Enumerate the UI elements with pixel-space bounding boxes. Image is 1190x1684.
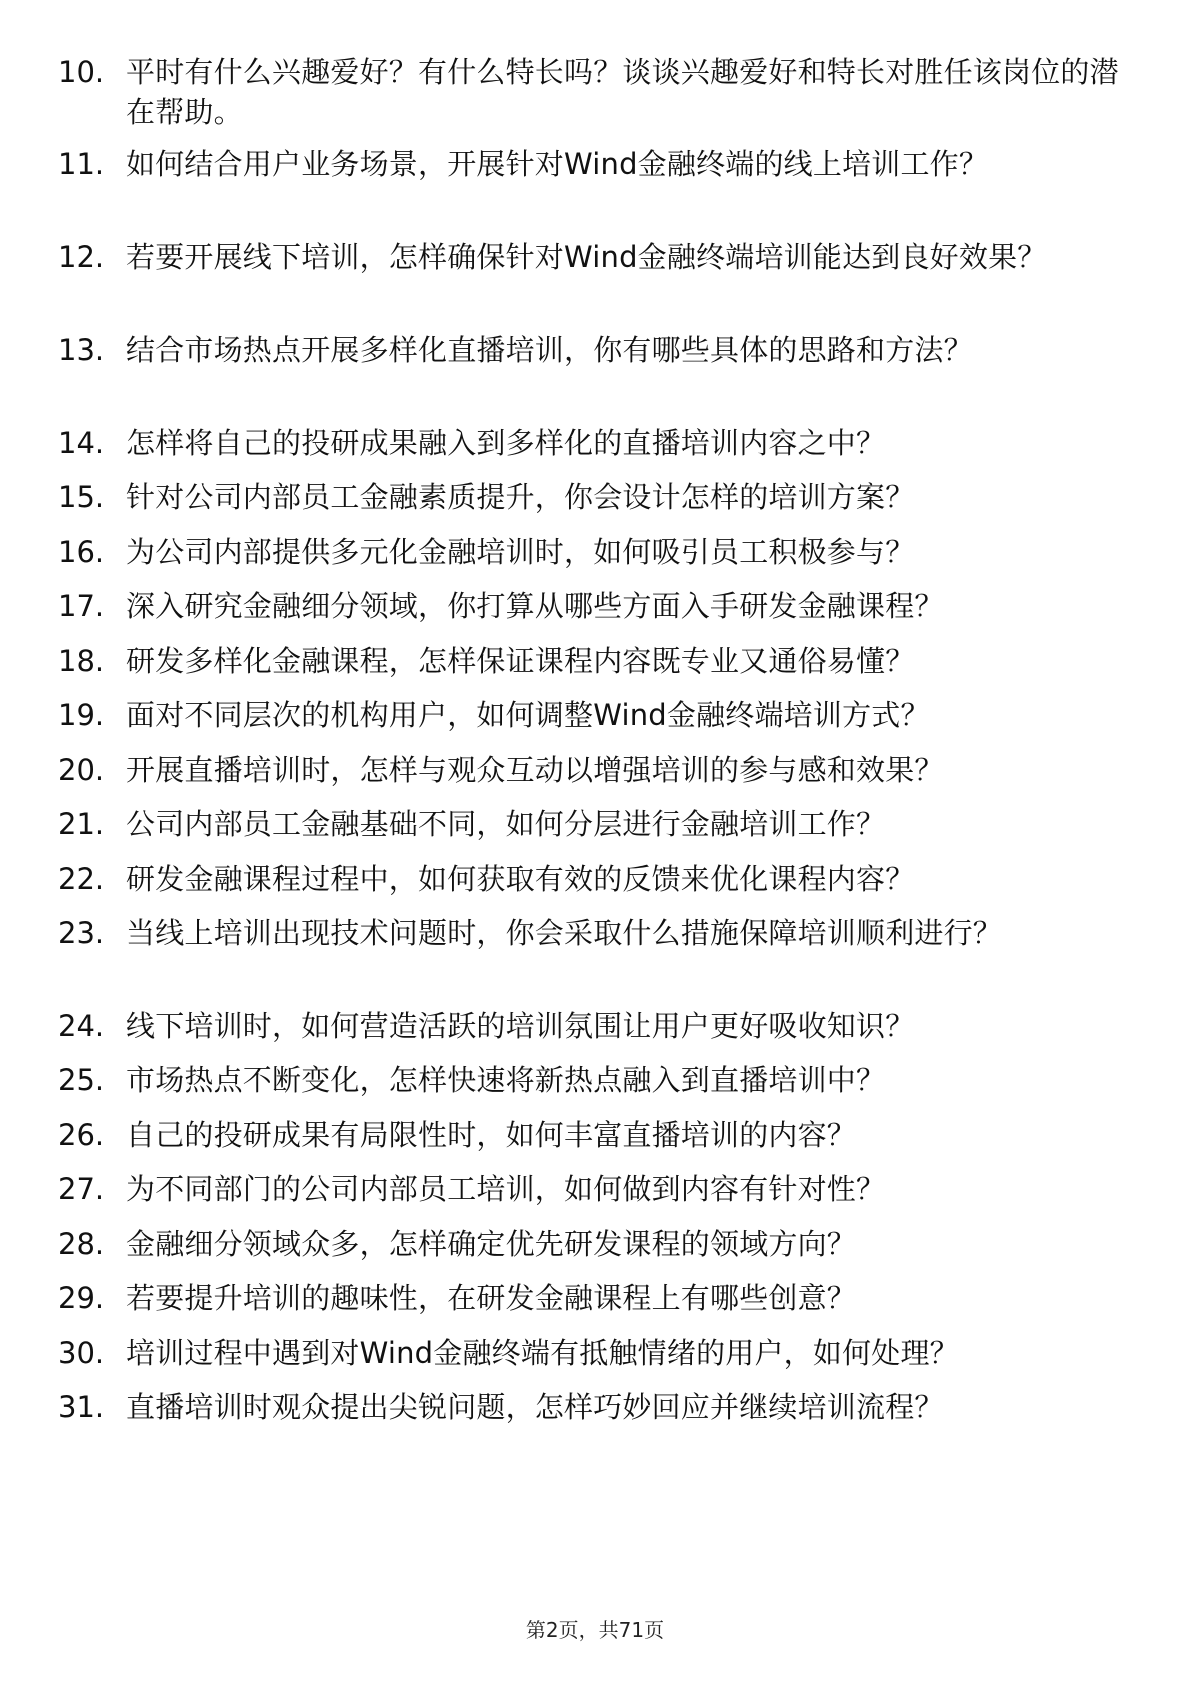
- item-number: 30.: [58, 1336, 105, 1370]
- item-number: 22.: [58, 862, 105, 896]
- item-number: 14.: [58, 426, 105, 460]
- item-number: 17.: [58, 589, 105, 623]
- item-number: 15.: [58, 480, 105, 514]
- item-number: 13.: [58, 333, 105, 367]
- item-number: 23.: [58, 916, 105, 950]
- item-text: 线下培训时，如何营造活跃的培训氛围让用户更好吸收知识？: [126, 1009, 915, 1043]
- item-text: 为公司内部提供多元化金融培训时，如何吸引员工积极参与？: [126, 535, 915, 569]
- item-number: 29.: [58, 1281, 105, 1315]
- item-number: 11.: [58, 147, 105, 181]
- item-number: 18.: [58, 644, 105, 678]
- item-number: 12.: [58, 240, 105, 274]
- item-text: 公司内部员工金融基础不同，如何分层进行金融培训工作？: [126, 807, 886, 841]
- item-text: 深入研究金融细分领域，你打算从哪些方面入手研发金融课程？: [126, 589, 944, 623]
- item-number: 27.: [58, 1172, 105, 1206]
- item-number: 19.: [58, 698, 105, 732]
- item-number: 26.: [58, 1118, 105, 1152]
- page-number-footer: 第2页，共71页: [525, 1618, 665, 1642]
- item-text: 研发多样化金融课程，怎样保证课程内容既专业又通俗易懂？: [126, 644, 915, 678]
- item-number: 21.: [58, 807, 105, 841]
- item-number: 28.: [58, 1227, 105, 1261]
- item-text: 结合市场热点开展多样化直播培训，你有哪些具体的思路和方法？: [126, 333, 973, 367]
- item-text: 自己的投研成果有局限性时，如何丰富直播培训的内容？: [126, 1118, 857, 1152]
- item-text: 面对不同层次的机构用户，如何调整Wind金融终端培训方式？: [126, 698, 930, 732]
- item-text: 如何结合用户业务场景，开展针对Wind金融终端的线上培训工作？: [126, 147, 989, 181]
- item-text: 当线上培训出现技术问题时，你会采取什么措施保障培训顺利进行？: [126, 916, 1003, 950]
- item-text: 为不同部门的公司内部员工培训，如何做到内容有针对性？: [126, 1172, 886, 1206]
- item-number: 25.: [58, 1063, 105, 1097]
- item-text: 怎样将自己的投研成果融入到多样化的直播培训内容之中？: [126, 426, 886, 460]
- item-text: 若要开展线下培训，怎样确保针对Wind金融终端培训能达到良好效果？: [126, 240, 1047, 274]
- item-number: 24.: [58, 1009, 105, 1043]
- item-text: 开展直播培训时，怎样与观众互动以增强培训的参与感和效果？: [126, 753, 944, 787]
- item-text: 市场热点不断变化，怎样快速将新热点融入到直播培训中？: [126, 1063, 886, 1097]
- item-number: 31.: [58, 1390, 105, 1424]
- item-text: 若要提升培训的趣味性，在研发金融课程上有哪些创意？: [126, 1281, 857, 1315]
- item-number: 20.: [58, 753, 105, 787]
- item-number: 10.: [58, 55, 105, 89]
- item-text: 研发金融课程过程中，如何获取有效的反馈来优化课程内容？: [126, 862, 915, 896]
- item-text: 金融细分领域众多，怎样确定优先研发课程的领域方向？: [126, 1227, 857, 1261]
- item-text: 直播培训时观众提出尖锐问题，怎样巧妙回应并继续培训流程？: [126, 1390, 944, 1424]
- item-text: 针对公司内部员工金融素质提升，你会设计怎样的培训方案？: [126, 480, 915, 514]
- item-text: 平时有什么兴趣爱好？有什么特长吗？谈谈兴趣爱好和特长对胜任该岗位的潜在帮助。: [126, 55, 1119, 129]
- item-text: 培训过程中遇到对Wind金融终端有抵触情绪的用户，如何处理？: [126, 1336, 959, 1370]
- item-number: 16.: [58, 535, 105, 569]
